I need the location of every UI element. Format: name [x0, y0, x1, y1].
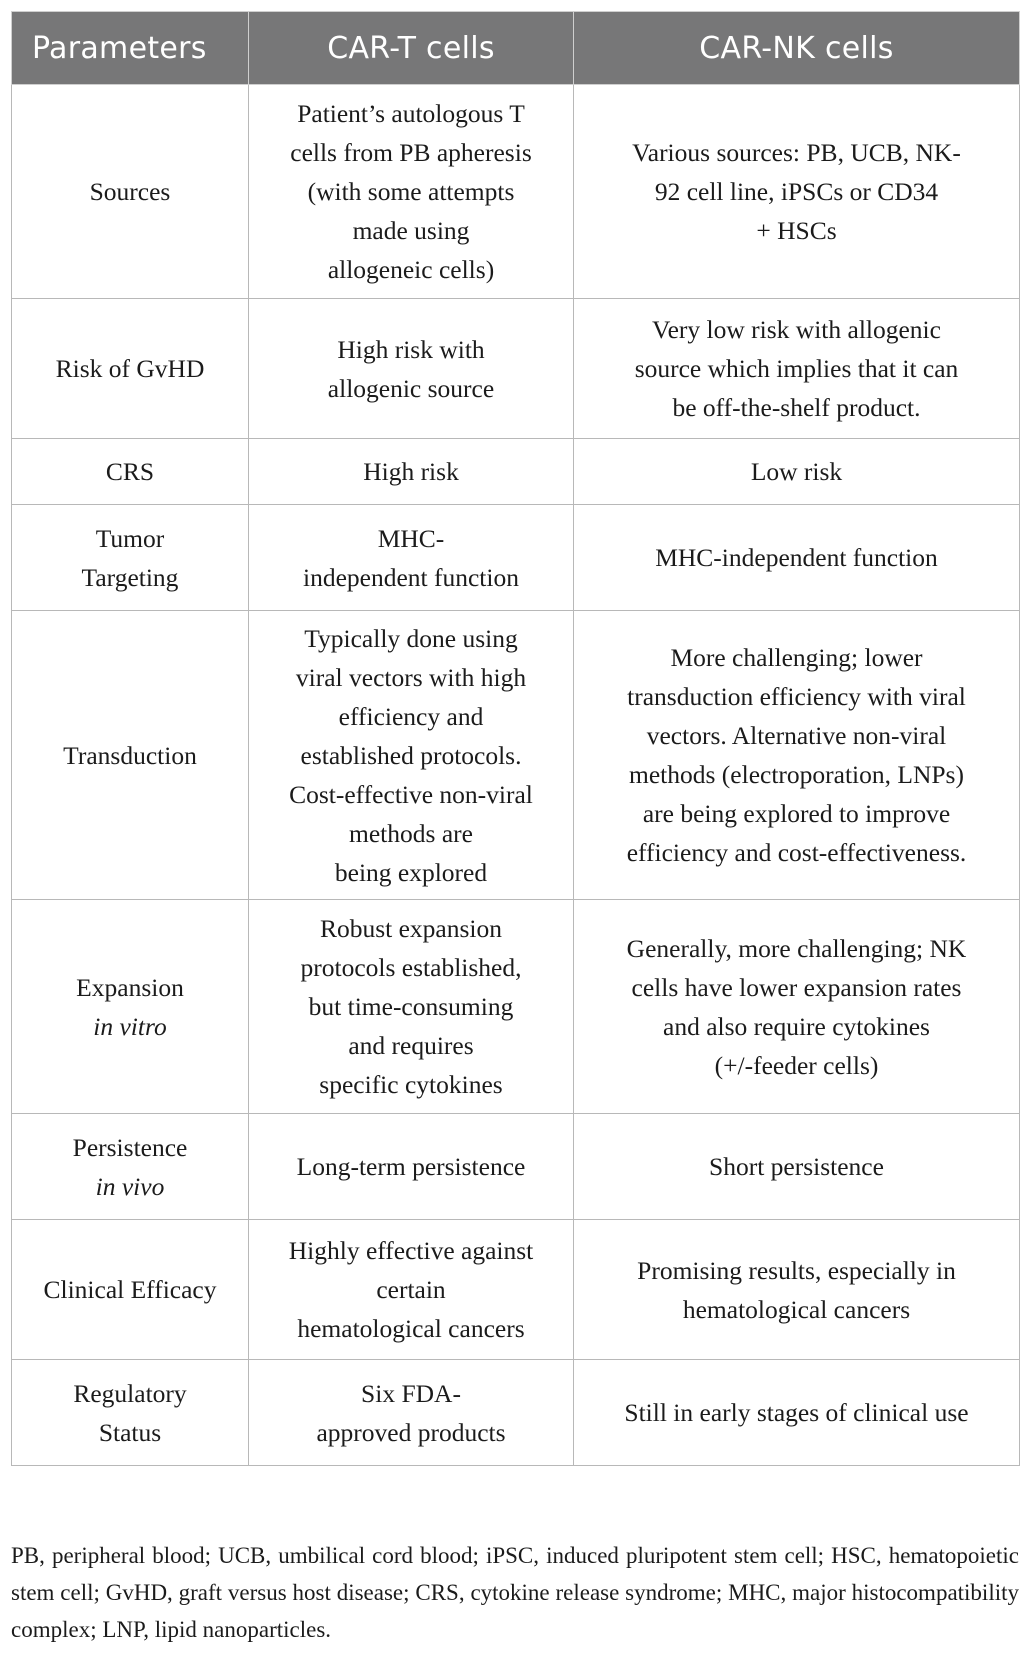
car-t-cell: Six FDA- approved products: [249, 1360, 574, 1466]
car-nk-cell: Still in early stages of clinical use: [574, 1360, 1020, 1466]
param-label: CRS: [105, 457, 155, 486]
table-footnote: PB, peripheral blood; UCB, umbilical cord blood; iPSC, induced pluripotent stem cell; HSC, hematopoietic stem cell; GvHD, graft versus host disease; CRS, cytokine release syndrome; MHC, major histocompatibility complex; LNP, lipid nanoparticles.: [11, 1543, 1019, 1642]
param-cell: [12, 1220, 249, 1360]
header-parameters: Parameters: [12, 12, 249, 85]
comparison-table-container: [11, 11, 1019, 1466]
param-label: Regulatory Status: [73, 1378, 187, 1447]
car-nk-cell: Generally, more challenging; NK cells have lower expansion rates and also require cytokines (+/-feeder cells): [574, 900, 1020, 1114]
table-row: [12, 900, 1020, 1114]
car-t-cell: Patient’s autologous T cells from PB apheresis (with some attempts made using allogeneic cells): [249, 85, 574, 299]
param-cell: [12, 85, 249, 299]
param-cell: [12, 299, 249, 439]
param-label: Sources: [89, 177, 171, 206]
car-nk-cell: MHC-independent function: [574, 505, 1020, 611]
car-nk-cell: More challenging; lower transduction efficiency with viral vectors. Alternative non-viral methods (electroporation, LNPs) are being explored to improve efficiency and cost-effectiveness.: [574, 611, 1020, 900]
table-row: [12, 505, 1020, 611]
param-sublabel: in vitro: [93, 1011, 167, 1041]
car-t-cell: Long-term persistence: [249, 1114, 574, 1220]
table-row: [12, 299, 1020, 439]
param-sublabel: in vivo: [95, 1171, 165, 1201]
param-label: Persistence: [72, 1132, 188, 1162]
car-t-cell: High risk with allogenic source: [249, 299, 574, 439]
car-nk-cell: Very low risk with allogenic source which implies that it can be off-the-shelf product.: [574, 299, 1020, 439]
header-car-nk: CAR-NK cells: [574, 12, 1020, 85]
param-label: Clinical Efficacy: [43, 1275, 217, 1304]
param-cell: [12, 900, 249, 1114]
table-row: [12, 1360, 1020, 1466]
car-t-cell: High risk: [249, 439, 574, 505]
car-nk-cell: Various sources: PB, UCB, NK- 92 cell line, iPSCs or CD34 + HSCs: [574, 85, 1020, 299]
car-t-cell: Highly effective against certain hematological cancers: [249, 1220, 574, 1360]
table-row: [12, 1220, 1020, 1360]
param-cell: [12, 505, 249, 611]
param-label: Expansion: [76, 972, 184, 1002]
param-label: Transduction: [63, 740, 197, 770]
param-cell: [12, 1360, 249, 1466]
param-cell: [12, 1114, 249, 1220]
car-t-cell: MHC- independent function: [249, 505, 574, 611]
comparison-table: [11, 11, 1020, 1466]
table-row: [12, 1114, 1020, 1220]
car-nk-cell: Low risk: [574, 439, 1020, 505]
car-t-cell: Robust expansion protocols established, but time-consuming and requires specific cytokines: [249, 900, 574, 1114]
car-nk-cell: Short persistence: [574, 1114, 1020, 1220]
param-label: Risk of GvHD: [55, 354, 205, 383]
param-cell: [12, 439, 249, 505]
header-car-t: CAR-T cells: [249, 12, 574, 85]
param-label: Tumor Targeting: [81, 523, 179, 592]
header-row: [12, 12, 1020, 85]
param-cell: [12, 611, 249, 900]
table-row: [12, 85, 1020, 299]
car-t-cell: Typically done using viral vectors with high efficiency and established protocols. Cost-effective non-viral methods are being explored: [249, 611, 574, 900]
table-row: [12, 611, 1020, 900]
table-row: [12, 439, 1020, 505]
car-nk-cell: Promising results, especially in hematological cancers: [574, 1220, 1020, 1360]
